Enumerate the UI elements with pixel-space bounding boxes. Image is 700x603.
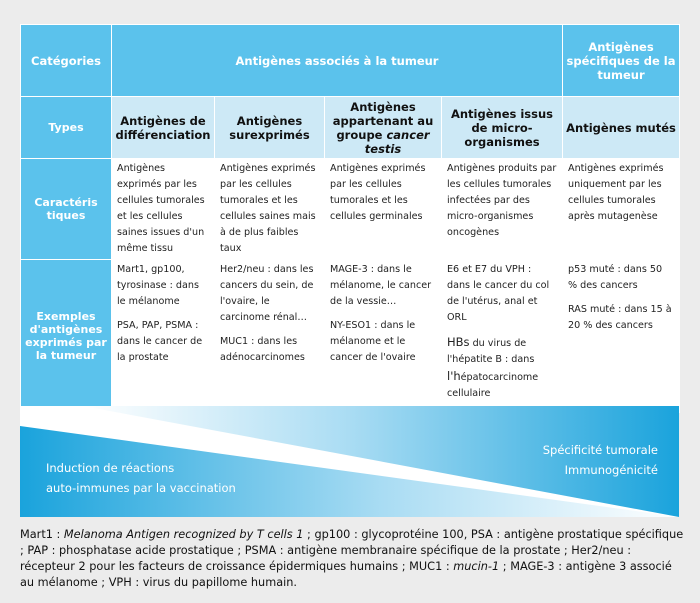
ex-mutated [563,260,680,413]
footnote-italic2: mucin-1 [453,560,500,573]
ex-microorganism-b: du virus de l'hépatite B : dans [447,338,535,365]
char-microorganism: Antigènes produits par les cellules tumorales infectées par des micro-organismes oncogènes [442,159,563,260]
left-arrow-label [46,458,236,498]
header-tumor-associated: Antigènes associés à la tumeur [112,25,563,97]
type-microorganism: Antigènes issus de micro-organismes [442,97,563,159]
ex-microorganism [442,260,563,413]
right-arrow-line2: Immunogénicité [564,463,658,477]
footnote-part3: ; MAGE-3 : antigène 3 associé au mélanome ; VPH : virus du papillome humain. [20,560,672,589]
char-overexpressed: Antigènes exprimés par les cellules tumorales et les cellules saines mais à de plus faibles taux [215,159,325,260]
ex-microorganism-hbs: HBs [447,335,470,349]
ex-cancer-testis-a: MAGE-3 : dans le mélanome, le cancer de la vessie… [330,264,432,307]
row-label-characteristics: Caractéris tiques [21,159,112,260]
header-tumor-specific: Antigènes spécifiques de la tumeur [563,25,680,97]
ex-microorganism-h: l'h [447,369,461,383]
ex-mutated-a: p53 muté : dans 50 % des cancers [568,264,663,291]
row-label-examples: Exemples d'antigènes exprimés par la tumeur [21,260,112,413]
char-differentiation: Antigènes exprimés par les cellules tumorales et les cellules saines issues d'un même tissu [112,159,215,260]
ex-differentiation-b: PSA, PAP, PSMA : dans le cancer de la prostate [117,320,203,363]
right-arrow-line1: Spécificité tumorale [542,443,658,457]
footnote-part2: ; gp100 : glycoprotéine 100, PSA : antigène prostatique spécifique ; PAP : phosphatase acide prostatique ; PSMA : antigène membranaire spécifique de la prostate ; Her2/neu : récepteur 2 pour les facteurs de croissance épidermiques humains ; MUC1 : [20,528,684,573]
ex-differentiation-a: Mart1, gp100, tyrosinase : dans le mélanome [117,264,199,307]
ex-overexpressed-b: MUC1 : dans les adénocarcinomes [220,336,305,363]
char-mutated: Antigènes exprimés uniquement par les cellules tumorales après mutagenèse [563,159,680,260]
type-overexpressed: Antigènes surexprimés [215,97,325,159]
type-cancer-testis-italic: cancer testis [364,127,430,156]
ex-microorganism-end: épatocarcinome cellulaire [447,372,539,399]
footnote-part1: Mart1 : [20,528,64,541]
ex-mutated-b: RAS muté : dans 15 à 20 % des cancers [568,304,672,331]
header-categories: Catégories [21,25,112,97]
footnote-italic1: Melanoma Antigen recognized by T cells 1 [63,528,304,541]
footnote [20,527,685,591]
right-arrow-label [543,440,658,480]
char-cancer-testis: Antigènes exprimés par les cellules tumorales et les cellules germinales [325,159,442,260]
ex-differentiation [112,260,215,413]
antigen-table [20,24,680,413]
type-mutated: Antigènes mutés [563,97,680,159]
ex-cancer-testis-b: NY-ESO1 : dans le mélanome et le cancer de l'ovaire [330,320,416,363]
row-label-types: Types [21,97,112,159]
left-arrow-line2: auto-immunes par la vaccination [46,481,236,495]
type-differentiation: Antigènes de différenciation [112,97,215,159]
ex-cancer-testis [325,260,442,413]
left-arrow-line1: Induction de réactions [46,461,175,475]
ex-overexpressed [215,260,325,413]
type-cancer-testis-text: Antigènes appartenant au groupe [332,99,434,142]
ex-overexpressed-a: Her2/neu : dans les cancers du sein, de l'ovaire, le carcinome rénal… [220,264,314,323]
ex-microorganism-a: E6 et E7 du VPH : dans le cancer du col de l'utérus, anal et ORL [447,264,550,323]
type-cancer-testis [325,97,442,159]
